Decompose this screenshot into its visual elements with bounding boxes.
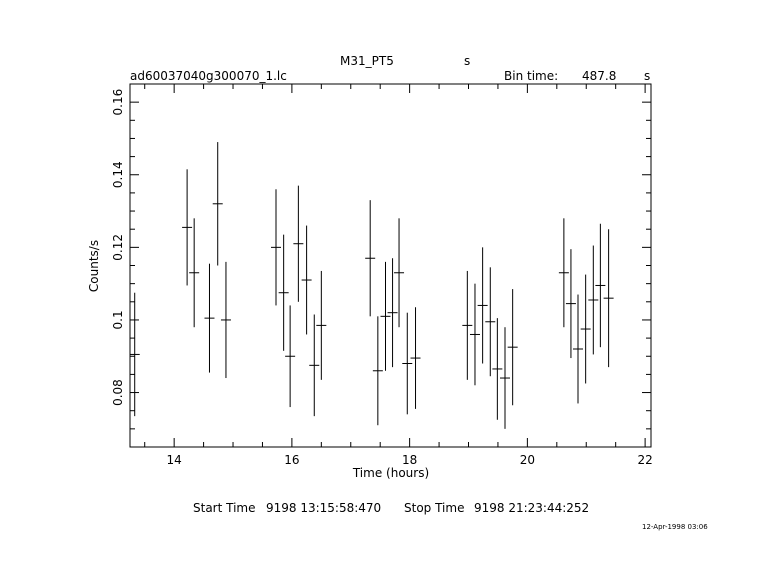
y-tick-label: 0.08	[111, 379, 125, 406]
data-point	[595, 224, 605, 347]
data-point	[462, 271, 472, 380]
y-tick-label: 0.1	[111, 310, 125, 330]
data-point	[500, 327, 510, 429]
data-point	[130, 293, 140, 416]
data-point	[604, 229, 614, 367]
x-axis-label: Time (hours)	[352, 466, 430, 480]
data-point	[470, 284, 480, 386]
x-tick-labels	[167, 453, 653, 467]
object-name: M31_PT5	[340, 54, 394, 68]
y-tick-label: 0.12	[111, 233, 125, 261]
data-point	[478, 247, 488, 363]
data-points	[130, 142, 614, 429]
data-point	[388, 258, 398, 367]
data-point	[573, 295, 583, 404]
y-axis-label: Counts/s	[87, 239, 101, 293]
units-label: s	[464, 54, 471, 68]
plot-frame	[130, 84, 651, 447]
data-point	[588, 246, 598, 355]
stop-time-label: Stop Time	[404, 501, 465, 515]
data-point	[402, 313, 412, 415]
data-point	[365, 200, 375, 316]
data-point	[293, 186, 303, 302]
data-point	[380, 262, 390, 371]
data-point	[411, 307, 421, 409]
y-tick-label: 0.16	[111, 88, 125, 116]
x-tick-label: 20	[519, 453, 536, 467]
plot-timestamp: 12-Apr-1998 03:06	[642, 523, 708, 531]
data-point	[485, 267, 495, 376]
data-point	[279, 235, 289, 351]
bin-time-label: Bin time:	[504, 69, 559, 83]
data-point	[566, 249, 576, 358]
bin-time-unit: s	[644, 69, 651, 83]
start-time-label: Start Time	[193, 501, 256, 515]
data-point	[309, 315, 319, 417]
data-point	[373, 316, 383, 425]
filename-label: ad60037040g300070_1.lc	[130, 69, 287, 83]
axis-ticks	[130, 84, 651, 447]
data-point	[302, 226, 312, 335]
x-tick-label: 18	[401, 453, 418, 467]
data-point	[492, 318, 502, 420]
data-point	[182, 169, 192, 285]
start-time-value: 9198 13:15:58:470	[266, 501, 382, 515]
bin-time-value: 487.8	[582, 69, 617, 83]
data-point	[189, 218, 199, 327]
data-point	[213, 142, 223, 265]
data-point	[394, 218, 404, 327]
data-point	[271, 189, 281, 305]
data-point	[508, 289, 518, 405]
data-point	[581, 275, 591, 384]
x-tick-label: 16	[284, 453, 300, 467]
data-point	[559, 218, 569, 327]
x-tick-label: 22	[637, 453, 653, 467]
stop-time-value: 9198 21:23:44:252	[474, 501, 590, 515]
data-point	[285, 305, 295, 407]
data-point	[316, 271, 326, 380]
y-tick-label: 0.14	[111, 161, 125, 189]
y-tick-labels	[111, 89, 125, 406]
x-tick-label: 14	[166, 453, 182, 467]
data-point	[221, 262, 231, 378]
data-point	[204, 264, 214, 373]
